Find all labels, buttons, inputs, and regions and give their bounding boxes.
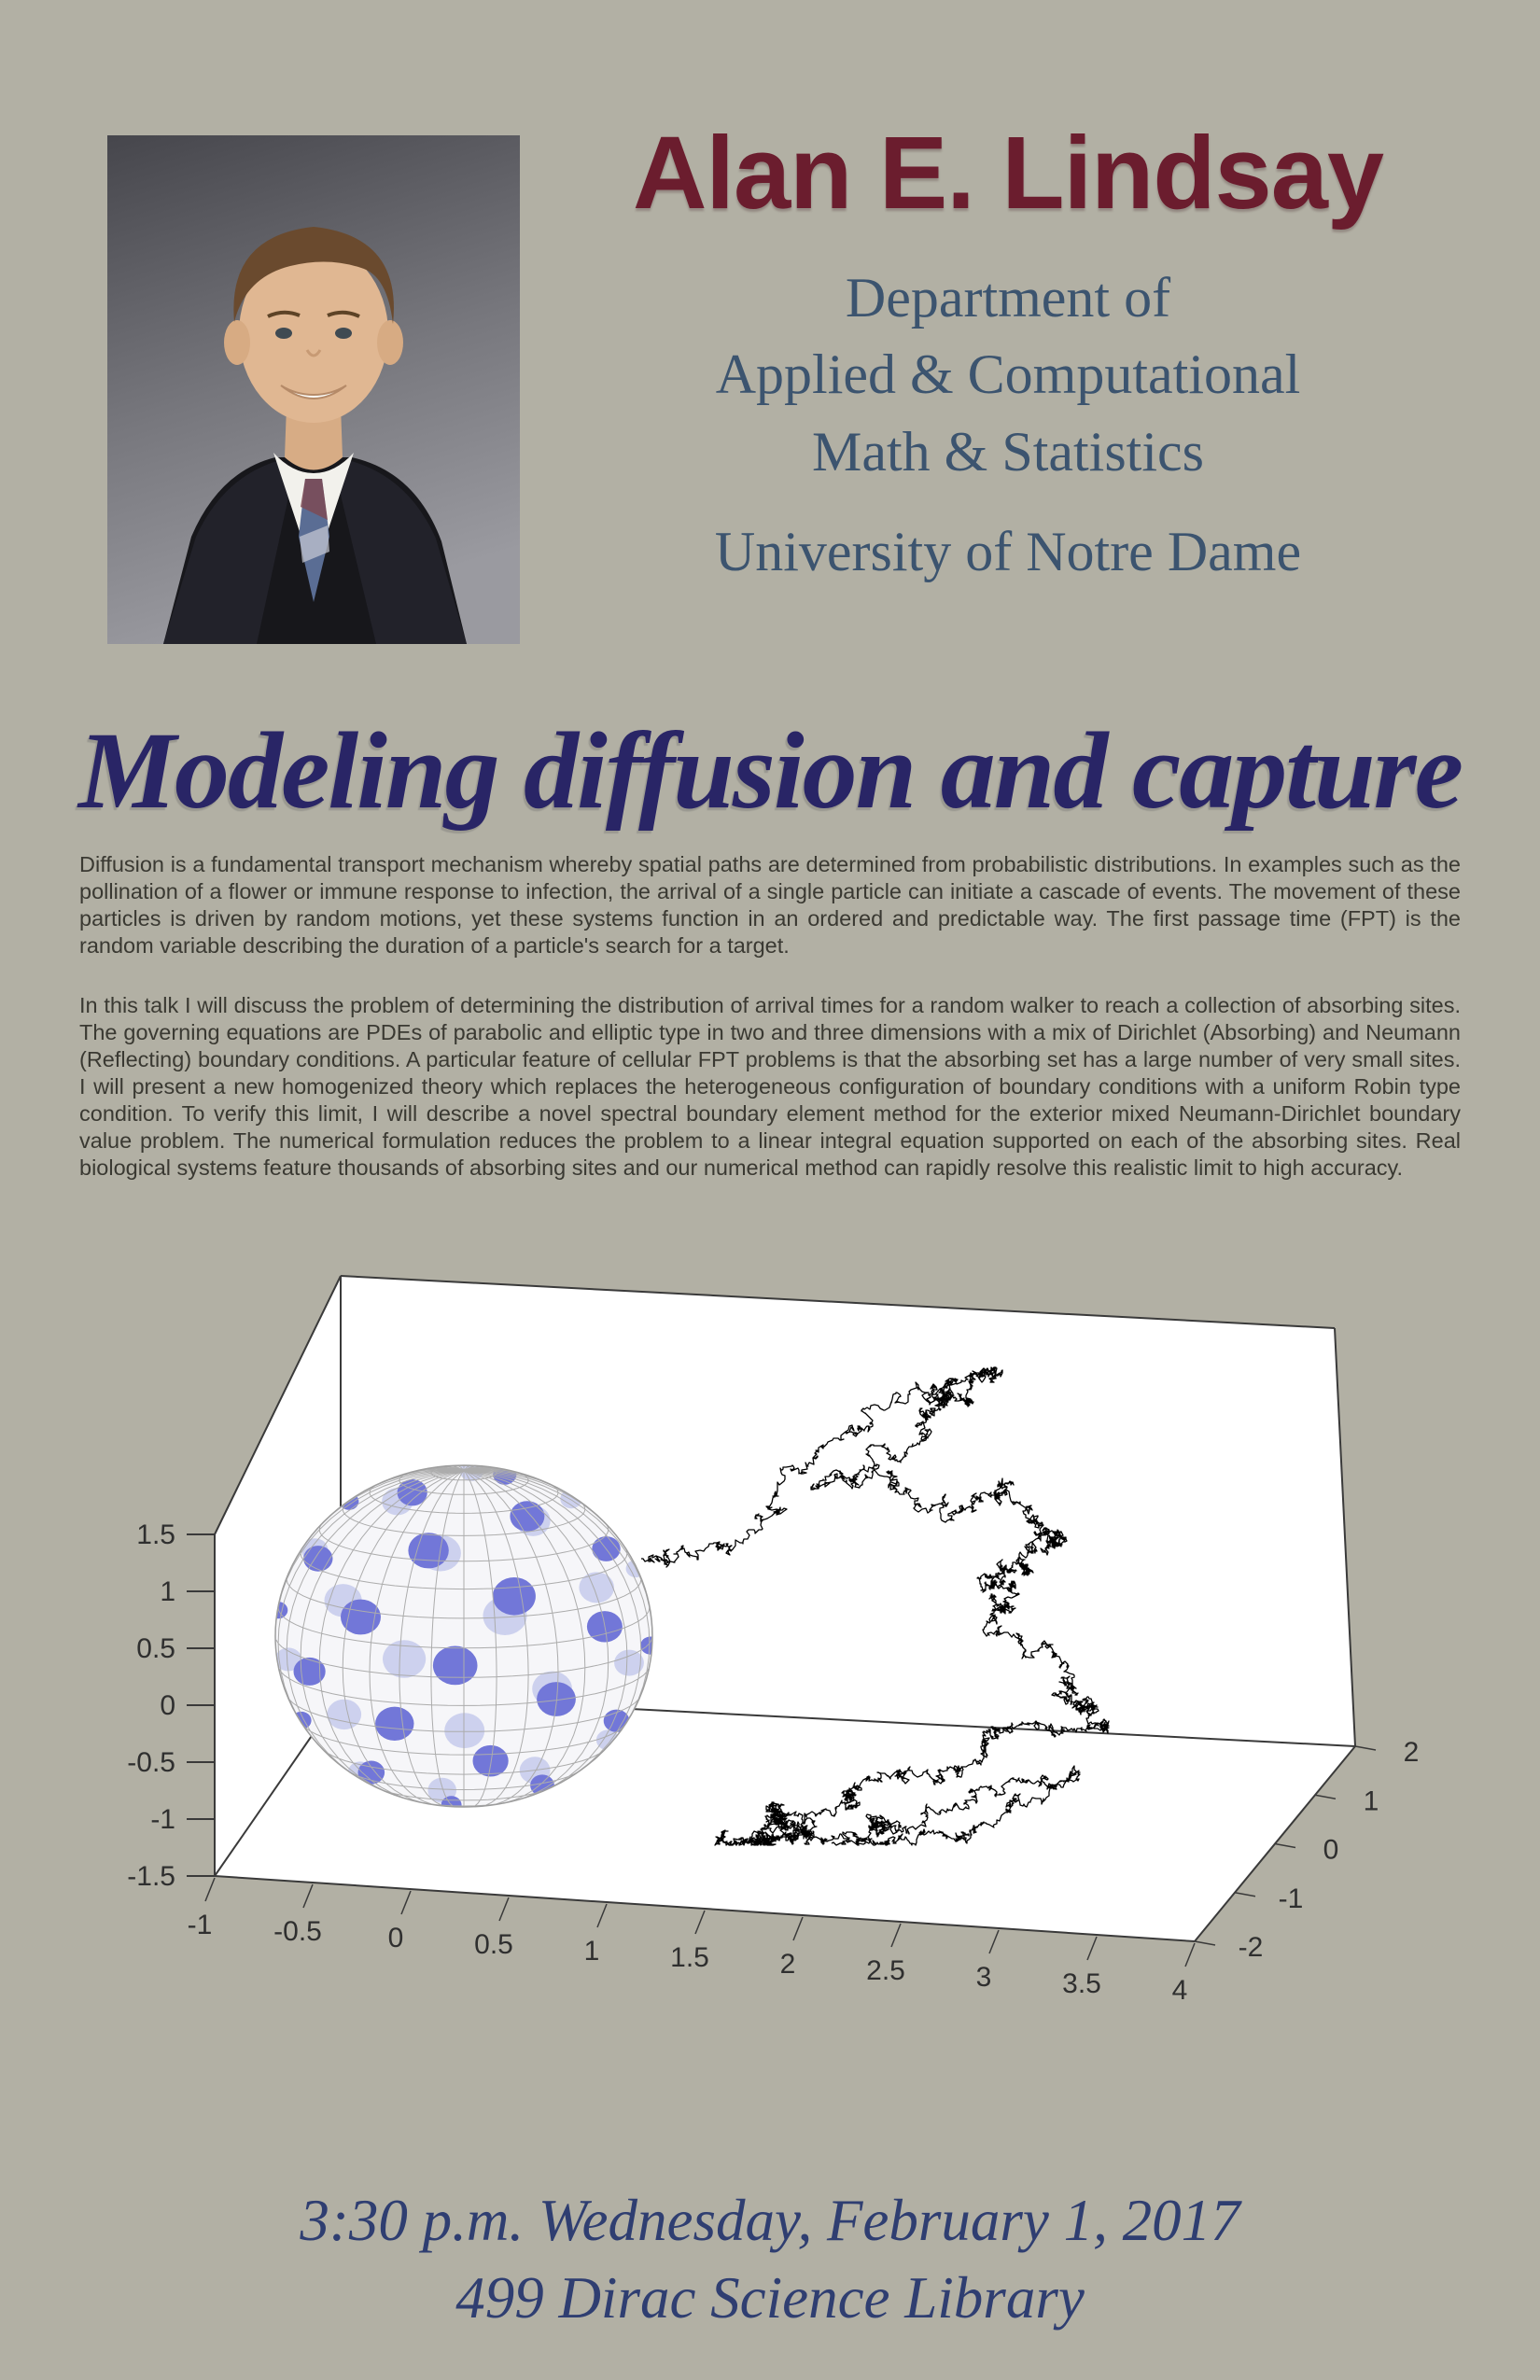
x-axis-tick bbox=[205, 1878, 215, 1901]
x-axis-tick-label: 3.5 bbox=[1062, 1968, 1101, 1999]
z-axis-tick-label: 1.5 bbox=[136, 1519, 175, 1550]
y-axis-tick bbox=[1195, 1941, 1215, 1945]
absorbing-site bbox=[537, 1682, 576, 1716]
portrait-photo bbox=[107, 135, 520, 644]
affiliation-line: Math & Statistics bbox=[812, 421, 1204, 483]
x-axis-tick-label: 2.5 bbox=[866, 1955, 905, 1986]
absorbing-site bbox=[375, 1707, 413, 1741]
y-axis-tick-label: 2 bbox=[1403, 1737, 1420, 1768]
y-axis-tick bbox=[1235, 1893, 1255, 1897]
z-axis-tick-label: 0.5 bbox=[136, 1633, 175, 1664]
x-axis-tick bbox=[303, 1884, 313, 1908]
absorbing-site-far bbox=[327, 1700, 361, 1729]
x-axis-tick-label: 0 bbox=[387, 1923, 404, 1953]
header-right-column bbox=[537, 116, 1479, 591]
x-axis-tick-label: -1 bbox=[187, 1910, 213, 1940]
x-axis-tick bbox=[793, 1917, 803, 1940]
affiliation-line: Applied & Computational bbox=[715, 343, 1301, 406]
z-axis-tick-label: -1 bbox=[150, 1804, 175, 1835]
y-axis-tick bbox=[1355, 1746, 1376, 1750]
y-axis-tick-label: -2 bbox=[1238, 1932, 1264, 1963]
x-axis-tick bbox=[695, 1911, 705, 1934]
figure-3d-plot-svg bbox=[56, 1237, 1456, 2175]
y-axis-tick bbox=[1275, 1844, 1295, 1848]
absorbing-site bbox=[433, 1646, 478, 1686]
z-axis-tick-label: -1.5 bbox=[127, 1861, 175, 1892]
absorbing-site-far bbox=[579, 1572, 614, 1603]
y-axis-tick-label: 0 bbox=[1323, 1834, 1339, 1866]
absorbing-site bbox=[303, 1546, 332, 1572]
abstract-paragraph-2: In this talk I will discuss the problem of determining the distribution of arrival times for a random walker to reach a collection of absorbing sites. The governing equations are PDEs of parabolic and elliptic type in two and three dimensions with a mix of Dirichlet (Absorbing) and Neumann (Reflecting) boundary conditions. A particular feature of cellular FPT problems is that the absorbing set has a large number of very small sites. I will present a new homogenized theory which replaces the heterogeneous configuration of boundary conditions with a uniform Robin type condition. To verify this limit, I will describe a novel spectral boundary element method for the exterior mixed Neumann-Dirichlet boundary value problem. The numerical formulation reduces the problem to a linear integral equation supported on each of the absorbing sites. Real biological systems feature thousands of absorbing sites and our numerical method can rapidly resolve this realistic limit to high accuracy. bbox=[79, 993, 1461, 1180]
x-axis-tick-label: 2 bbox=[779, 1949, 796, 1980]
y-axis-tick-label: 1 bbox=[1363, 1785, 1379, 1817]
event-datetime: 3:30 p.m. Wednesday, February 1, 2017 bbox=[300, 2188, 1240, 2253]
absorbing-site bbox=[493, 1577, 536, 1616]
affiliation bbox=[537, 259, 1479, 591]
x-axis-tick bbox=[597, 1904, 607, 1927]
abstract-paragraph-1: Diffusion is a fundamental transport mechanism whereby spatial paths are determined from probabilistic distributions. In examples such as the pollination of a flower or immune response to infection, the arrival of a single particle can initiate a cascade of events. The movement of these particles is driven by random motions, yet these systems function in an ordered and predictable way. The first passage time (FPT) is the random variable describing the duration of a particle's search for a target. bbox=[79, 852, 1461, 958]
y-axis-tick bbox=[1315, 1795, 1336, 1799]
x-axis-tick bbox=[891, 1924, 901, 1947]
speaker-name: Alan E. Lindsay bbox=[632, 116, 1384, 231]
x-axis-tick-label: 1 bbox=[583, 1936, 600, 1967]
x-axis-tick bbox=[989, 1930, 999, 1953]
x-axis-tick bbox=[1185, 1943, 1195, 1967]
z-axis-tick-label: -0.5 bbox=[127, 1747, 175, 1778]
talk-title: Modeling diffusion and capture bbox=[78, 709, 1462, 832]
y-axis-tick-label: -1 bbox=[1278, 1883, 1304, 1914]
x-axis-tick bbox=[499, 1897, 509, 1921]
x-axis-tick-label: 0.5 bbox=[474, 1929, 513, 1960]
university-name: University of Notre Dame bbox=[714, 520, 1302, 582]
x-axis-tick-label: -0.5 bbox=[273, 1916, 322, 1947]
event-location: 499 Dirac Science Library bbox=[455, 2265, 1085, 2331]
x-axis-tick-label: 1.5 bbox=[670, 1942, 709, 1973]
x-axis-tick-label: 4 bbox=[1171, 1975, 1188, 2006]
absorbing-site-far bbox=[444, 1713, 484, 1748]
absorbing-site bbox=[398, 1479, 427, 1505]
z-axis-tick-label: 0 bbox=[160, 1690, 175, 1721]
affiliation-line: Department of bbox=[845, 266, 1171, 329]
x-axis-tick bbox=[1087, 1937, 1097, 1960]
absorbing-site bbox=[473, 1745, 509, 1777]
abstract bbox=[79, 851, 1461, 1182]
z-axis-tick-label: 1 bbox=[160, 1576, 175, 1607]
x-axis-tick bbox=[401, 1891, 411, 1914]
portrait-photo-image bbox=[107, 135, 520, 644]
x-axis-tick-label: 3 bbox=[975, 1962, 992, 1993]
event-details bbox=[0, 2182, 1540, 2337]
figure-3d-diffusion-plot bbox=[56, 1237, 1456, 2175]
